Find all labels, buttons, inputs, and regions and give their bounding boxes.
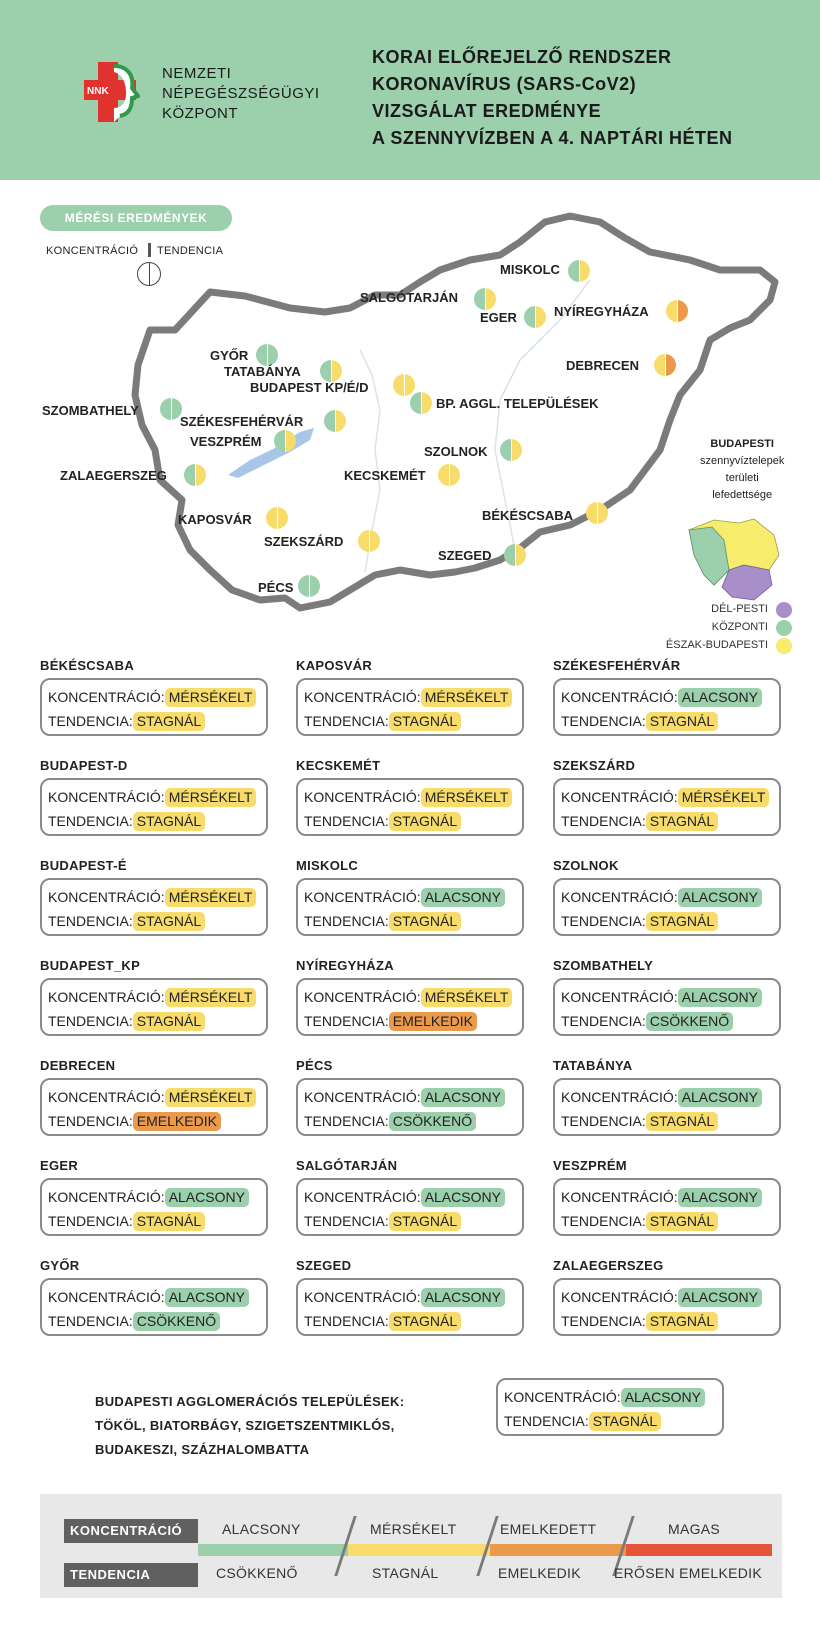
card-title-eger: EGER bbox=[40, 1158, 79, 1173]
concentration-tag: ALACSONY bbox=[421, 1088, 505, 1107]
card-title-szeged: SZEGED bbox=[296, 1258, 352, 1273]
result-card-veszpr-m: KONCENTRÁCIÓ: ALACSONY TENDENCIA: STAGNÁL bbox=[553, 1178, 781, 1236]
result-card-tatab-nya: KONCENTRÁCIÓ: ALACSONY TENDENCIA: STAGNÁL bbox=[553, 1078, 781, 1136]
budapest-inset-title: BUDAPESTI szennyvíztelepek területi lefedettsége bbox=[700, 438, 785, 501]
trend-tag: STAGNÁL bbox=[646, 912, 718, 931]
result-card-budapest-kp: KONCENTRÁCIÓ: MÉRSÉKELT TENDENCIA: STAGNÁL bbox=[40, 978, 268, 1036]
concentration-tag: ALACSONY bbox=[421, 1288, 505, 1307]
scale-bar-low bbox=[198, 1544, 348, 1556]
concentration-tag: ALACSONY bbox=[678, 888, 762, 907]
concentration-tag: MÉRSÉKELT bbox=[421, 788, 513, 807]
card-title-sz-kesfeh-rv-r: SZÉKESFEHÉRVÁR bbox=[553, 658, 681, 673]
concentration-tag: ALACSONY bbox=[421, 888, 505, 907]
map-dot-eger bbox=[524, 306, 546, 328]
trend-tag: CSÖKKENŐ bbox=[646, 1012, 733, 1031]
map-label-szekesfehervar: SZÉKESFEHÉRVÁR bbox=[180, 414, 304, 429]
concentration-tag: ALACSONY bbox=[621, 1388, 705, 1407]
agglomeration-card: KONCENTRÁCIÓ: ALACSONY TENDENCIA: STAGNÁL bbox=[496, 1378, 724, 1436]
map-dot-gyor bbox=[256, 344, 278, 366]
map-label-szeged: SZEGED bbox=[438, 548, 492, 563]
card-title-b-k-scsaba: BÉKÉSCSABA bbox=[40, 658, 135, 673]
map-dot-kecskemet bbox=[438, 464, 460, 486]
trend-tag: STAGNÁL bbox=[133, 1212, 205, 1231]
card-title-szombathely: SZOMBATHELY bbox=[553, 958, 654, 973]
result-card-debrecen: KONCENTRÁCIÓ: MÉRSÉKELT TENDENCIA: EMELKEDIK bbox=[40, 1078, 268, 1136]
map-dot-kaposvar bbox=[266, 507, 288, 529]
trend-tag: STAGNÁL bbox=[389, 912, 461, 931]
map-label-kecskemet: KECSKEMÉT bbox=[344, 468, 426, 483]
card-title-kecskem-t: KECSKEMÉT bbox=[296, 758, 381, 773]
trend-tag: STAGNÁL bbox=[646, 712, 718, 731]
trend-tag: STAGNÁL bbox=[589, 1412, 661, 1431]
result-card-p-cs: KONCENTRÁCIÓ: ALACSONY TENDENCIA: CSÖKKENŐ bbox=[296, 1078, 524, 1136]
concentration-tag: ALACSONY bbox=[165, 1188, 249, 1207]
map-dot-zalaegerszeg bbox=[184, 464, 206, 486]
map-label-kaposvar: KAPOSVÁR bbox=[178, 512, 252, 527]
map-dot-bp-aggl bbox=[410, 392, 432, 414]
concentration-tag: ALACSONY bbox=[678, 988, 762, 1007]
scale-bar-high bbox=[626, 1544, 772, 1556]
trend-tag: STAGNÁL bbox=[646, 1112, 718, 1131]
organization-name: NEMZETI NÉPEGÉSZSÉGÜGYI KÖZPONT bbox=[162, 65, 320, 122]
scale-conc-level-3: EMELKEDETT bbox=[500, 1521, 597, 1537]
map-label-tatabanya: TATABÁNYA bbox=[224, 364, 301, 379]
card-title-szeksz-rd: SZEKSZÁRD bbox=[553, 758, 636, 773]
map-dot-miskolc bbox=[568, 260, 590, 282]
card-title-tatab-nya: TATABÁNYA bbox=[553, 1058, 633, 1073]
card-title-miskolc: MISKOLC bbox=[296, 858, 359, 873]
concentration-tag: MÉRSÉKELT bbox=[421, 988, 513, 1007]
scale-trend-label: TENDENCIA bbox=[64, 1563, 198, 1587]
map-dot-szolnok bbox=[500, 439, 522, 461]
result-card-szombathely: KONCENTRÁCIÓ: ALACSONY TENDENCIA: CSÖKKENŐ bbox=[553, 978, 781, 1036]
map-dot-bekescsaba bbox=[586, 502, 608, 524]
concentration-tag: MÉRSÉKELT bbox=[165, 1088, 257, 1107]
card-title-zalaegerszeg: ZALAEGERSZEG bbox=[553, 1258, 664, 1273]
trend-tag: STAGNÁL bbox=[389, 1312, 461, 1331]
map-label-szolnok: SZOLNOK bbox=[424, 444, 488, 459]
result-card-szeged: KONCENTRÁCIÓ: ALACSONY TENDENCIA: STAGNÁL bbox=[296, 1278, 524, 1336]
scale-conc-level-1: ALACSONY bbox=[222, 1521, 301, 1537]
map-label-nyiregyhaza: NYÍREGYHÁZA bbox=[554, 304, 649, 319]
concentration-tag: ALACSONY bbox=[678, 1088, 762, 1107]
concentration-tag: ALACSONY bbox=[678, 1188, 762, 1207]
result-card-miskolc: KONCENTRÁCIÓ: ALACSONY TENDENCIA: STAGNÁL bbox=[296, 878, 524, 936]
trend-tag: STAGNÁL bbox=[389, 812, 461, 831]
trend-tag: STAGNÁL bbox=[133, 1012, 205, 1031]
legend-concentration-label: KONCENTRÁCIÓ bbox=[46, 245, 139, 257]
agglomeration-settlements: BUDAPESTI AGGLOMERÁCIÓS TELEPÜLÉSEK: TÖKÖL, BIATORBÁGY, SZIGETSZENTMIKLÓS, BUDAKESZI, SZÁZHALOMBATTA bbox=[95, 1394, 405, 1457]
map-label-eger: EGER bbox=[480, 310, 517, 325]
result-card-b-k-scsaba: KONCENTRÁCIÓ: MÉRSÉKELT TENDENCIA: STAGNÁL bbox=[40, 678, 268, 736]
trend-tag: STAGNÁL bbox=[646, 1212, 718, 1231]
map-label-veszprem: VESZPRÉM bbox=[190, 434, 262, 449]
card-title-szolnok: SZOLNOK bbox=[553, 858, 619, 873]
results-pill: MÉRÉSI EREDMÉNYEK bbox=[40, 205, 232, 231]
nnk-logo bbox=[84, 62, 140, 122]
legend-dot-del-pesti bbox=[776, 602, 792, 618]
legend-eszak-budapesti: ÉSZAK-BUDAPESTI bbox=[665, 639, 768, 651]
scale-bar-elevated bbox=[490, 1544, 626, 1556]
scale-legend bbox=[40, 1494, 782, 1598]
card-title-p-cs: PÉCS bbox=[296, 1058, 333, 1073]
legend-trend-label: TENDENCIA bbox=[157, 245, 224, 257]
trend-tag: EMELKEDIK bbox=[389, 1012, 477, 1031]
card-title-budapest-kp: BUDAPEST_KP bbox=[40, 958, 141, 973]
result-card-zalaegerszeg: KONCENTRÁCIÓ: ALACSONY TENDENCIA: STAGNÁL bbox=[553, 1278, 781, 1336]
map-label-szekszard: SZEKSZÁRD bbox=[264, 534, 344, 549]
trend-tag: CSÖKKENŐ bbox=[133, 1312, 220, 1331]
scale-trend-level-2: STAGNÁL bbox=[372, 1565, 439, 1581]
concentration-tag: ALACSONY bbox=[165, 1288, 249, 1307]
concentration-tag: MÉRSÉKELT bbox=[165, 888, 257, 907]
map-dot-szekszard bbox=[358, 530, 380, 552]
trend-tag: CSÖKKENŐ bbox=[389, 1112, 476, 1131]
map-label-pecs: PÉCS bbox=[258, 580, 294, 595]
map-dot-debrecen bbox=[654, 354, 676, 376]
map-dot-szekesfehervar bbox=[324, 410, 346, 432]
scale-trend-level-4: ERŐSEN EMELKEDIK bbox=[614, 1565, 762, 1581]
card-title-ny-regyh-za: NYÍREGYHÁZA bbox=[296, 958, 394, 973]
map-label-miskolc: MISKOLC bbox=[500, 262, 560, 277]
concentration-tag: ALACSONY bbox=[678, 1288, 762, 1307]
map-dot-tatabanya bbox=[320, 360, 342, 382]
card-title-budapest-d: BUDAPEST-D bbox=[40, 758, 128, 773]
trend-tag: STAGNÁL bbox=[133, 712, 205, 731]
legend-dot-kozponti bbox=[776, 620, 792, 636]
result-card-kaposv-r: KONCENTRÁCIÓ: MÉRSÉKELT TENDENCIA: STAGNÁL bbox=[296, 678, 524, 736]
header-banner bbox=[0, 0, 820, 180]
logo-text: NNK bbox=[87, 86, 109, 97]
map-dot-salgotarjan bbox=[474, 288, 496, 310]
result-card-kecskem-t: KONCENTRÁCIÓ: MÉRSÉKELT TENDENCIA: STAGNÁL bbox=[296, 778, 524, 836]
map-label-bp-aggl: BP. AGGL. TELEPÜLÉSEK bbox=[436, 396, 599, 411]
map-label-gyor: GYŐR bbox=[210, 348, 249, 363]
result-card-salg-tarj-n: KONCENTRÁCIÓ: ALACSONY TENDENCIA: STAGNÁL bbox=[296, 1178, 524, 1236]
scale-conc-level-2: MÉRSÉKELT bbox=[370, 1521, 457, 1537]
result-card-sz-kesfeh-rv-r: KONCENTRÁCIÓ: ALACSONY TENDENCIA: STAGNÁL bbox=[553, 678, 781, 736]
trend-tag: STAGNÁL bbox=[133, 812, 205, 831]
concentration-tag: MÉRSÉKELT bbox=[165, 788, 257, 807]
result-card-budapest-d: KONCENTRÁCIÓ: MÉRSÉKELT TENDENCIA: STAGNÁL bbox=[40, 778, 268, 836]
map-label-zalaegerszeg: ZALAEGERSZEG bbox=[60, 468, 167, 483]
result-card-szolnok: KONCENTRÁCIÓ: ALACSONY TENDENCIA: STAGNÁL bbox=[553, 878, 781, 936]
map-dot-nyiregyhaza bbox=[666, 300, 688, 322]
concentration-tag: ALACSONY bbox=[678, 688, 762, 707]
card-title-gy-r: GYŐR bbox=[40, 1258, 80, 1273]
trend-tag: STAGNÁL bbox=[646, 812, 718, 831]
budapest-inset-map bbox=[684, 515, 784, 605]
legend-kozponti: KÖZPONTI bbox=[711, 621, 768, 633]
card-title-debrecen: DEBRECEN bbox=[40, 1058, 116, 1073]
card-title-budapest-: BUDAPEST-É bbox=[40, 858, 127, 873]
map-dot-szombathely bbox=[160, 398, 182, 420]
result-card-budapest-: KONCENTRÁCIÓ: MÉRSÉKELT TENDENCIA: STAGNÁL bbox=[40, 878, 268, 936]
concentration-tag: MÉRSÉKELT bbox=[678, 788, 770, 807]
legend-del-pesti: DÉL-PESTI bbox=[711, 603, 768, 615]
map-label-szombathely: SZOMBATHELY bbox=[42, 403, 139, 418]
trend-tag: STAGNÁL bbox=[133, 912, 205, 931]
scale-trend-level-3: EMELKEDIK bbox=[498, 1565, 581, 1581]
map-dot-veszprem bbox=[274, 430, 296, 452]
legend-dot-eszak-budapesti bbox=[776, 638, 792, 654]
map-label-bekescsaba: BÉKÉSCSABA bbox=[482, 508, 574, 523]
scale-conc-level-4: MAGAS bbox=[668, 1521, 721, 1537]
scale-bar-moderate bbox=[348, 1544, 490, 1556]
map-label-debrecen: DEBRECEN bbox=[566, 358, 639, 373]
card-title-veszpr-m: VESZPRÉM bbox=[553, 1158, 627, 1173]
result-card-ny-regyh-za: KONCENTRÁCIÓ: MÉRSÉKELT TENDENCIA: EMELKEDIK bbox=[296, 978, 524, 1036]
trend-tag: STAGNÁL bbox=[389, 712, 461, 731]
result-card-gy-r: KONCENTRÁCIÓ: ALACSONY TENDENCIA: CSÖKKENŐ bbox=[40, 1278, 268, 1336]
map-dot-pecs bbox=[298, 575, 320, 597]
card-title-salg-tarj-n: SALGÓTARJÁN bbox=[296, 1158, 398, 1173]
result-card-eger: KONCENTRÁCIÓ: ALACSONY TENDENCIA: STAGNÁL bbox=[40, 1178, 268, 1236]
concentration-tag: MÉRSÉKELT bbox=[165, 988, 257, 1007]
map-label-salgotarjan: SALGÓTARJÁN bbox=[360, 290, 458, 305]
concentration-tag: ALACSONY bbox=[421, 1188, 505, 1207]
map-label-budapest: BUDAPEST KP/É/D bbox=[250, 380, 369, 395]
result-card-szeksz-rd: KONCENTRÁCIÓ: MÉRSÉKELT TENDENCIA: STAGNÁL bbox=[553, 778, 781, 836]
page-title: KORAI ELŐREJELZŐ RENDSZER KORONAVÍRUS (SARS-CoV2) VIZSGÁLAT EREDMÉNYE A SZENNYVÍZBEN A 4. NAPTÁRI HÉTEN bbox=[372, 47, 733, 148]
scale-concentration-label: KONCENTRÁCIÓ bbox=[64, 1519, 198, 1543]
trend-tag: EMELKEDIK bbox=[133, 1112, 221, 1131]
concentration-tag: MÉRSÉKELT bbox=[165, 688, 257, 707]
trend-tag: STAGNÁL bbox=[646, 1312, 718, 1331]
scale-trend-level-1: CSÖKKENŐ bbox=[216, 1565, 298, 1581]
map-dot-szeged bbox=[504, 544, 526, 566]
card-title-kaposv-r: KAPOSVÁR bbox=[296, 658, 373, 673]
trend-tag: STAGNÁL bbox=[389, 1212, 461, 1231]
concentration-tag: MÉRSÉKELT bbox=[421, 688, 513, 707]
